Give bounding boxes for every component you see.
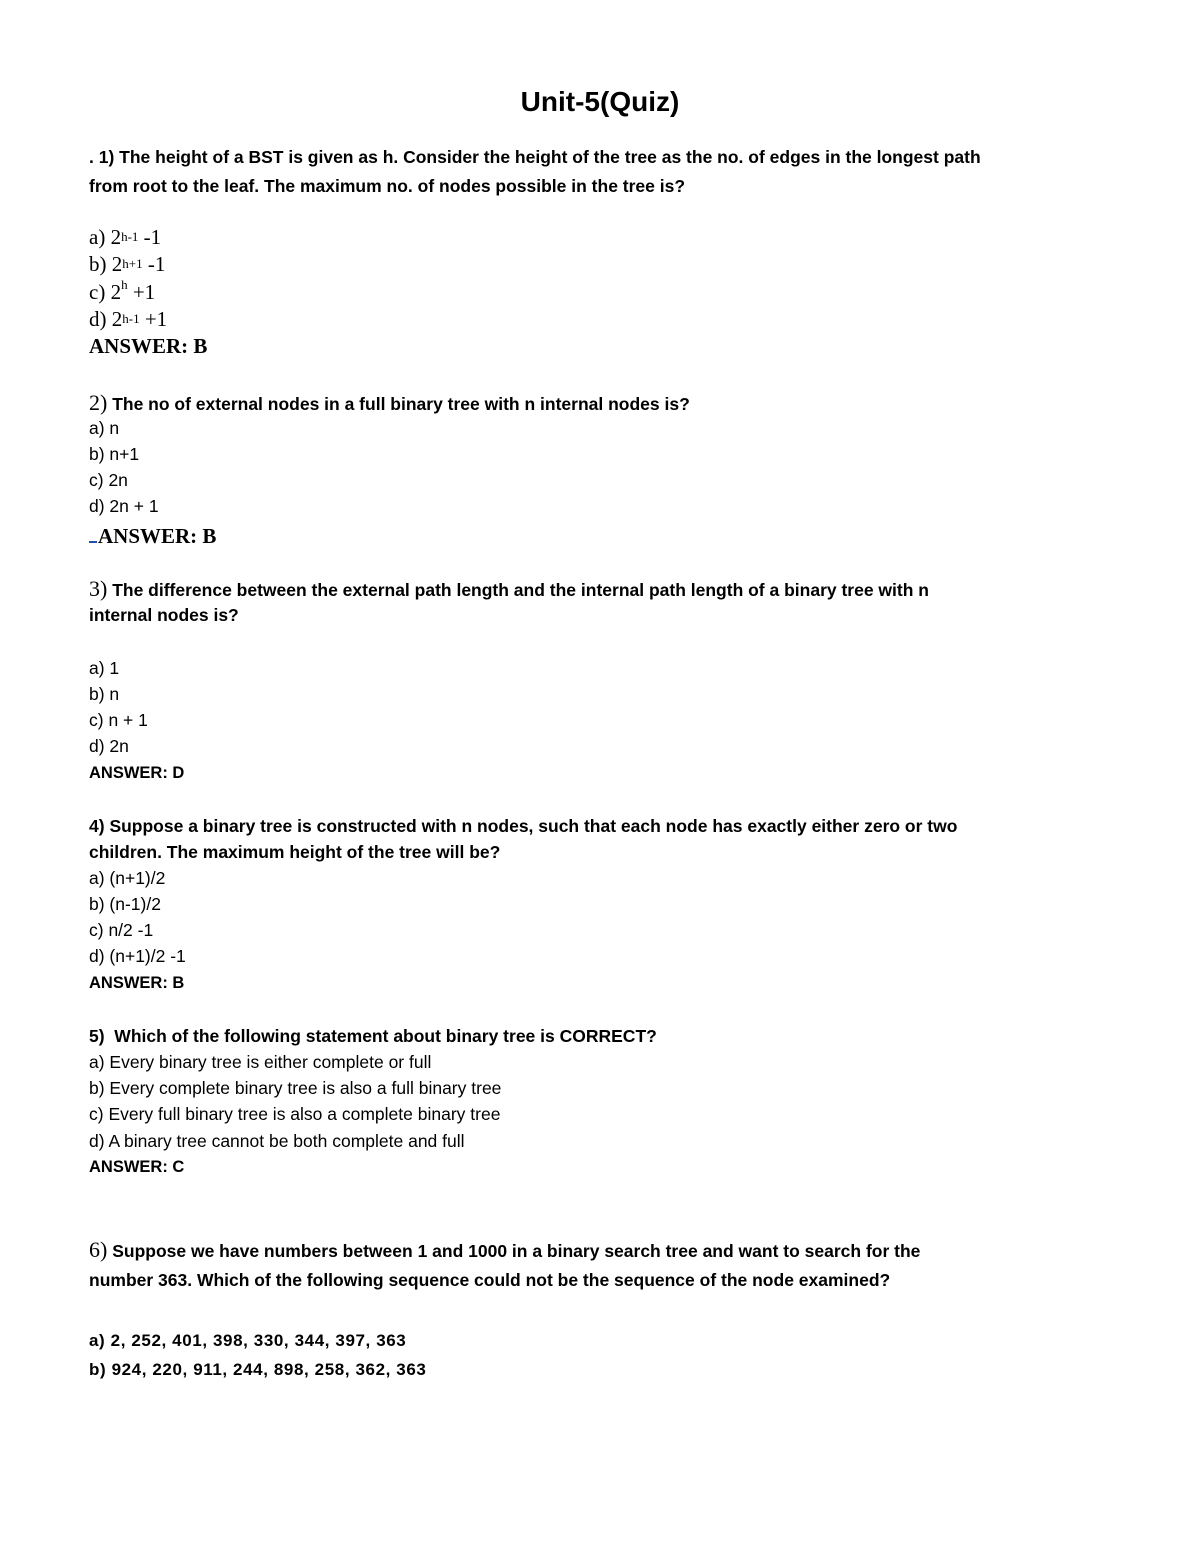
question-4-answer: ANSWER: B (89, 974, 185, 992)
question-2-option-b: b) n+1 (89, 444, 140, 464)
question-3-line-2: internal nodes is? (89, 605, 239, 625)
question-5-option-b: b) Every complete binary tree is also a full binary tree (89, 1078, 502, 1098)
question-5-text: Which of the following statement about binary tree is CORRECT? (114, 1026, 657, 1046)
question-3-option-c: c) n + 1 (89, 710, 148, 730)
question-3-option-a: a) 1 (89, 658, 120, 678)
question-3-answer: ANSWER: D (89, 764, 185, 782)
question-5-number: 5) (89, 1026, 105, 1046)
question-6-number: 6) (89, 1237, 108, 1262)
question-6-option-b: b) 924, 220, 911, 244, 898, 258, 362, 363 (89, 1360, 427, 1379)
question-5-option-a: a) Every binary tree is either complete or full (89, 1052, 432, 1072)
question-1-option-c: c) $2^h +1$ (89, 277, 156, 304)
question-4-option-c: c) n/2 -1 (89, 920, 154, 940)
question-1-option-a: a) 2$^{h-1}$ -1 (89, 225, 162, 249)
question-5-option-d: d) A binary tree cannot be both complete and full (89, 1131, 465, 1151)
question-4-number: 4) (89, 816, 105, 836)
question-3-option-d: d) 2n (89, 736, 129, 756)
question-3-line-1 (89, 576, 929, 602)
question-1-option-d: d) $2^{h-1} +1$ (89, 307, 168, 331)
question-1-line-1 (89, 147, 981, 168)
question-6-text: Suppose we have numbers between 1 and 1000 in a binary search tree and want to search for the (112, 1241, 921, 1261)
question-4-option-b: b) (n-1)/2 (89, 894, 161, 914)
question-1-text: The height of a BST is given as h. Consider the height of the tree as the no. of edges in the longest path (119, 147, 981, 167)
question-2-number: 2) (89, 390, 108, 415)
question-4-line-2: children. The maximum height of the tree will be? (89, 842, 501, 862)
question-3-option-b: b) n (89, 684, 120, 704)
question-2-option-d: d) 2n + 1 (89, 496, 159, 516)
question-2-text: The no of external nodes in a full binary tree with n internal nodes is? (112, 394, 690, 414)
question-4-text: Suppose a binary tree is constructed with n nodes, such that each node has exactly either zero or two (109, 816, 958, 836)
question-5-option-c: c) Every full binary tree is also a complete binary tree (89, 1104, 501, 1124)
question-3-text: The difference between the external path length and the internal path length of a binary tree with n (112, 580, 929, 600)
question-4-line-1 (89, 816, 957, 837)
question-2-line-1 (89, 390, 690, 416)
question-1-number: . 1) (89, 147, 115, 167)
page-title: Unit-5(Quiz) (520, 86, 680, 117)
question-4-option-d: d) (n+1)/2 -1 (89, 946, 186, 966)
question-1-answer: ANSWER: B (89, 334, 208, 358)
question-2-option-a: a) n (89, 418, 120, 438)
question-5-line-1 (89, 1026, 657, 1047)
question-2-answer: ANSWER: B (89, 521, 216, 549)
text-cursor-marker (89, 521, 97, 543)
question-5-answer: ANSWER: C (89, 1158, 185, 1176)
question-6-line-2: number 363. Which of the following sequence could not be the sequence of the node examined? (89, 1270, 891, 1290)
question-1-option-b: b) $2^{h+1}$ -1 (89, 252, 166, 276)
question-6-option-a: a) 2, 252, 401, 398, 330, 344, 397, 363 (89, 1331, 407, 1350)
question-3-number: 3) (89, 576, 108, 601)
question-6-line-1 (89, 1237, 920, 1263)
question-1-line-2: from root to the leaf. The maximum no. of nodes possible in the tree is? (89, 176, 686, 196)
question-4-option-a: a) (n+1)/2 (89, 868, 166, 888)
question-2-option-c: c) 2n (89, 470, 128, 490)
